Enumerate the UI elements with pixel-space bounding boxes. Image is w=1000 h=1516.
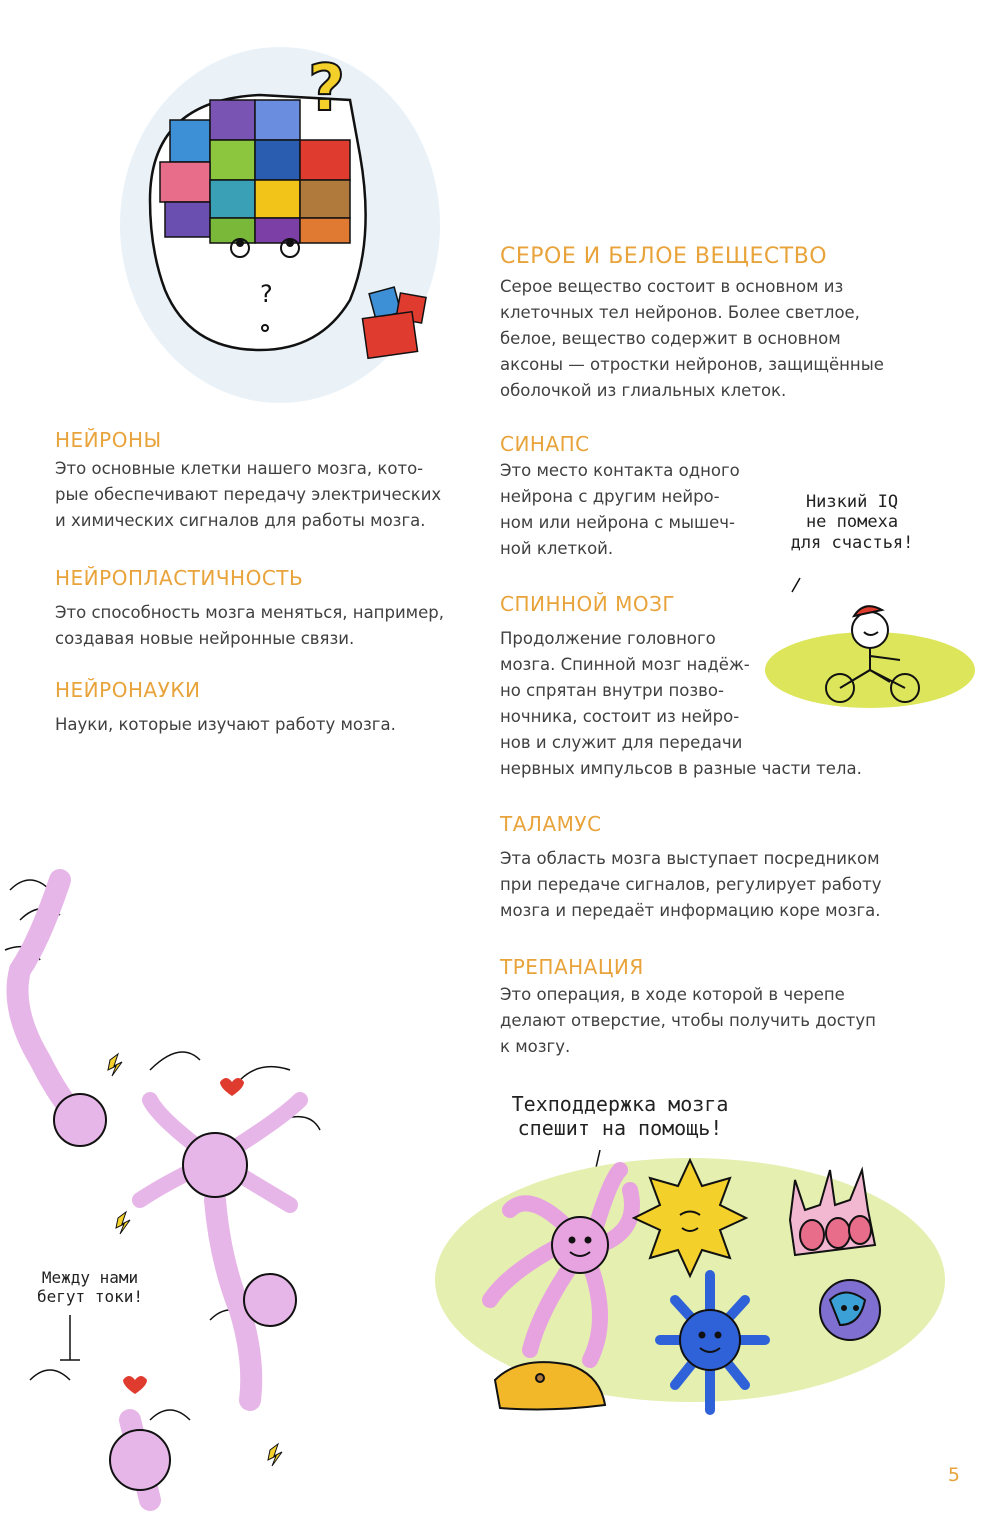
text-neurosciences: Науки, которые изучают работу мозга. — [55, 715, 396, 734]
globe-cell — [820, 1280, 880, 1340]
heading-spinal-cord: СПИННОЙ МОЗГ — [500, 592, 676, 616]
heading-neurons: НЕЙРОНЫ — [55, 428, 162, 452]
heading-gray-white-matter: СЕРОЕ И БЕЛОЕ ВЕЩЕСТВО — [500, 244, 828, 269]
heading-neurosciences: НЕЙРОНАУКИ — [55, 678, 201, 702]
yellow-star-cell — [634, 1160, 746, 1276]
text-trepanation: Это операция, в ходе которой в черепе делают отверстие, чтобы получить доступ к мозгу. — [500, 985, 876, 1056]
text-spinal-cord: Продолжение головного мозга. Спинной мозг надёж- но спрятан внутри позво- ночника, состоит из нейро- нов и служит для передачи нервных импульсов в разные части тела. — [500, 629, 862, 778]
loose-puzzle-pieces — [362, 287, 426, 358]
glial-cells-illustration — [420, 1150, 965, 1440]
heading-thalamus: ТАЛАМУС — [500, 812, 602, 836]
puzzle-head-illustration — [110, 40, 450, 410]
speech-tech-support: Техподдержка мозга спешит на помощь! — [511, 1092, 729, 1140]
neuron-bodies — [18, 880, 301, 1500]
dendrites — [5, 880, 320, 1420]
text-synapse: Это место контакта одного нейрона с другим нейро- ном или нейрона с мышеч- ной клеткой. — [500, 461, 740, 558]
question-mark-icon: ? — [308, 52, 346, 126]
page-number: 5 — [947, 1464, 960, 1486]
neuron-network-illustration — [0, 860, 400, 1516]
text-gray-white-matter: Серое вещество состоит в основном из клеточных тел нейронов. Более светлое, белое, вещество содержит в основном аксоны — отростки нейронов, защищённые оболочкой из глиальных клеток. — [500, 277, 884, 400]
speech-between-us: Между нами бегут токи! — [37, 1268, 143, 1307]
face-question-mark: ? — [260, 280, 273, 308]
speech-tail — [792, 578, 800, 592]
speech-tail — [60, 1315, 80, 1360]
heading-neuroplasticity: НЕЙРОПЛАСТИЧНОСТЬ — [55, 566, 304, 590]
speech-low-iq: Низкий IQ не помеха для счастья! — [790, 492, 914, 553]
text-neurons: Это основные клетки нашего мозга, кото- рые обеспечивают передачу электрических и химических сигналов для работы мозга. — [55, 459, 442, 530]
text-neuroplasticity: Это способность мозга меняться, например, создавая новые нейронные связи. — [55, 603, 444, 648]
heading-trepanation: ТРЕПАНАЦИЯ — [500, 955, 644, 979]
text-thalamus: Эта область мозга выступает посредником при передаче сигналов, регулирует работу мозга и передаёт информацию коре мозга. — [500, 849, 882, 920]
heading-synapse: СИНАПС — [500, 432, 590, 456]
